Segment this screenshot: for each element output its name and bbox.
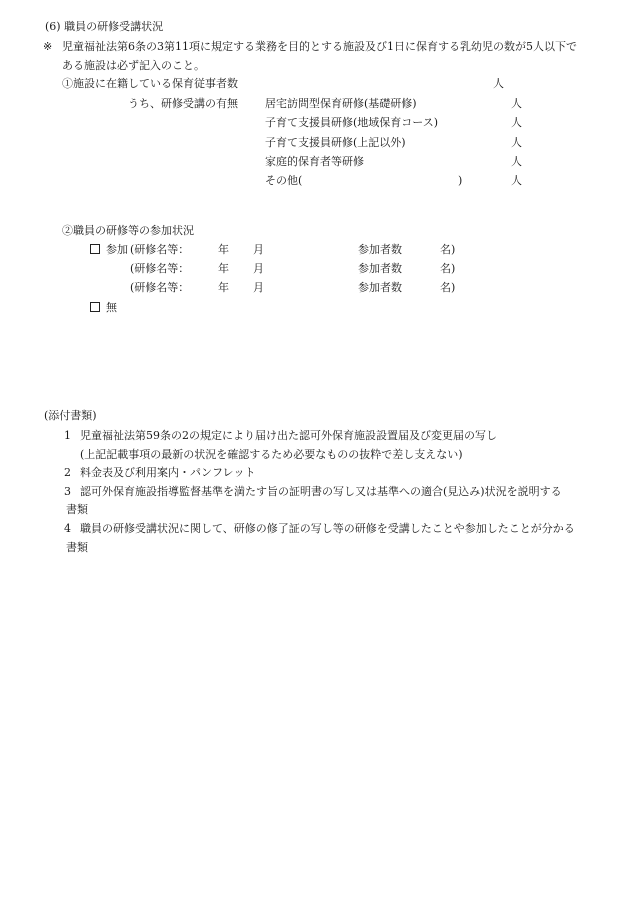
participants-label: 参加者数 <box>358 262 402 275</box>
training-name: 家庭的保育者等研修 <box>265 155 364 168</box>
year-label: 年 <box>218 262 229 275</box>
participation-label: ②職員の研修等の参加状況 <box>62 224 194 237</box>
attachment-text-cont: (上記記載事項の最新の状況を確認するため必要なものの抜粋で差し支えない) <box>80 448 463 461</box>
checkbox-no[interactable] <box>90 302 100 312</box>
training-name: 子育て支援員研修(地域保育コース) <box>265 116 439 129</box>
attachment-num: 4 <box>64 522 71 535</box>
attachment-text: 児童福祉法第59条の2の規定により届け出た認可外保育施設設置届及び変更届の写し <box>80 429 497 442</box>
training-unit: 人 <box>511 136 522 149</box>
note-line-1: 児童福祉法第6条の3第11項に規定する業務を目的とする施設及び1日に保育する乳幼児の数が5人以下で <box>62 40 577 53</box>
attachment-text: 職員の研修受講状況に関して、研修の修了証の写し等の研修を受講したことや参加したことが分かる <box>80 522 575 535</box>
training-unit: 人 <box>511 116 522 129</box>
participants-label: 参加者数 <box>358 243 402 256</box>
participants-label: 参加者数 <box>358 281 402 294</box>
training-unit: 人 <box>511 97 522 110</box>
month-label: 月 <box>253 243 264 256</box>
attachment-text: 認可外保育施設指導監督基準を満たす旨の証明書の写し又は基準への適合(見込み)状況を説明する <box>80 485 562 498</box>
training-name-field: (研修名等： <box>130 243 190 256</box>
month-label: 月 <box>253 281 264 294</box>
training-unit: 人 <box>511 155 522 168</box>
training-other-close: ) <box>458 174 463 187</box>
staff-count-unit: 人 <box>493 77 504 90</box>
participation-no-option[interactable] <box>90 302 117 313</box>
checkbox-yes[interactable] <box>90 244 100 254</box>
training-name-field: (研修名等： <box>130 262 190 275</box>
participants-unit: 名) <box>440 262 456 275</box>
month-label: 月 <box>253 262 264 275</box>
participants-unit: 名) <box>440 281 456 294</box>
training-name-field: (研修名等： <box>130 281 190 294</box>
attachment-text-cont: 書類 <box>66 541 88 554</box>
note-mark: ※ <box>43 40 53 53</box>
year-label: 年 <box>218 243 229 256</box>
training-name-other: その他( <box>265 174 303 187</box>
training-subheading: うち、研修受講の有無 <box>128 97 238 110</box>
option-no-label: 無 <box>106 301 117 314</box>
participants-unit: 名) <box>440 243 456 256</box>
training-unit: 人 <box>511 174 522 187</box>
attachment-num: 3 <box>64 485 71 498</box>
attachment-text: 料金表及び利用案内・パンフレット <box>80 466 256 479</box>
note-line-2: ある施設は必ず記入のこと。 <box>62 59 205 72</box>
attachment-num: 1 <box>64 429 71 442</box>
attachment-num: 2 <box>64 466 71 479</box>
attachments-heading: (添付書類) <box>44 409 97 422</box>
staff-count-label: ①施設に在籍している保育従事者数 <box>62 77 238 90</box>
option-yes-label: 参加 <box>106 243 128 256</box>
participation-yes-option[interactable] <box>90 244 128 255</box>
training-name: 子育て支援員研修(上記以外) <box>265 136 406 149</box>
training-name: 居宅訪問型保育研修(基礎研修) <box>265 97 417 110</box>
year-label: 年 <box>218 281 229 294</box>
section-heading: (6) 職員の研修受講状況 <box>45 20 164 33</box>
attachment-text-cont: 書類 <box>66 503 88 516</box>
